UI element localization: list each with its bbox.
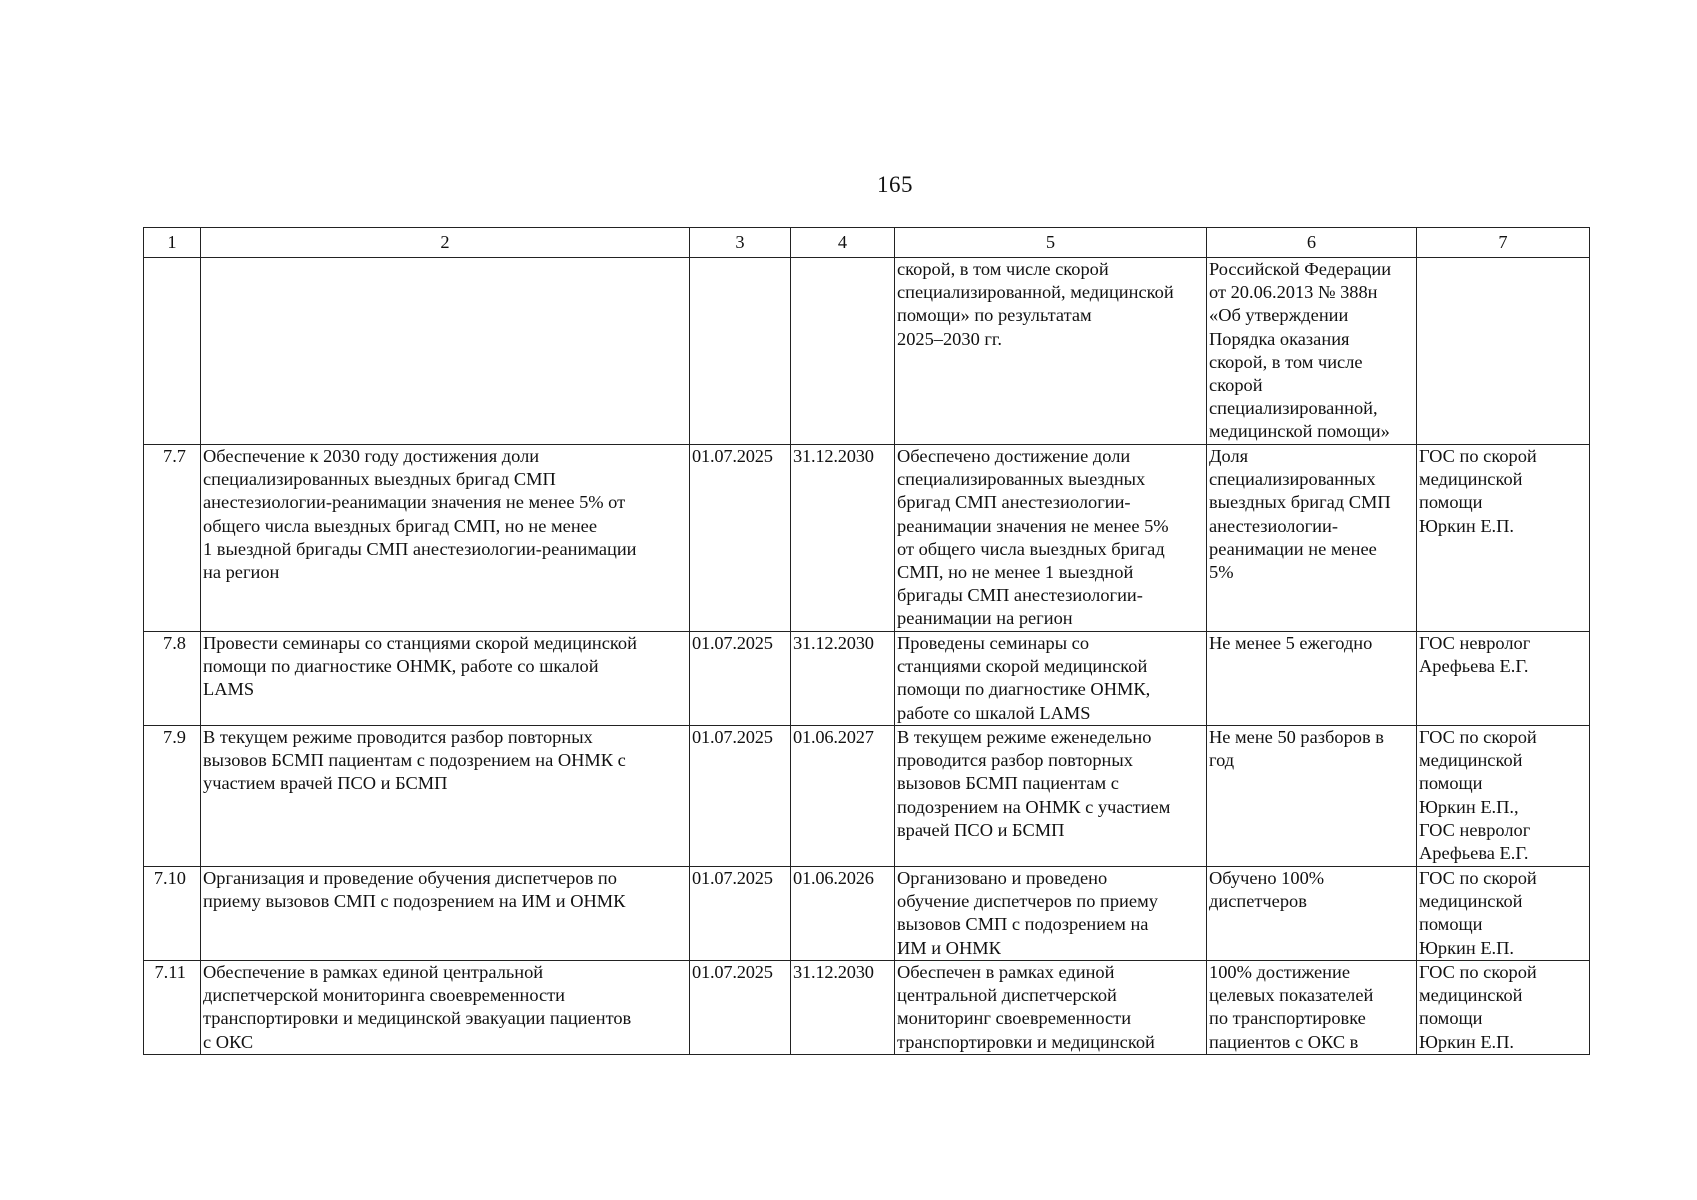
table-row [144,726,1590,867]
result-cell: Проведены семинары со станциями скорой медицинской помощи по диагностике ОНМК, работе со шкалой LAMS [895,632,1207,726]
indicator-cell: Не менее 5 ежегодно [1207,632,1417,726]
start-date-cell: 01.07.2025 [690,726,791,867]
page-number: 165 [877,172,913,197]
result-cell: Организовано и проведено обучение диспетчеров по приему вызовов СМП с подозрением на ИМ и ОНМК [895,867,1207,961]
indicator-cell: Доля специализированных выездных бригад СМП анестезиологии- реанимации не менее 5% [1207,445,1417,632]
row-number: 7.7 [144,445,201,632]
table-row [144,867,1590,961]
responsible-cell: ГОС по скорой медицинской помощи Юркин Е.П., ГОС невролог Арефьева Е.Г. [1417,726,1590,867]
end-date-cell: 01.06.2026 [791,867,895,961]
event-cell: Обеспечение в рамках единой центральной диспетчерской мониторинга своевременности транспортировки и медицинской эвакуации пациентов с ОКС [201,961,690,1055]
column-header-5: 5 [895,228,1207,258]
indicator-cell: 100% достижение целевых показателей по транспортировке пациентов с ОКС в [1207,961,1417,1055]
event-cell: Обеспечение к 2030 году достижения доли специализированных выездных бригад СМП анестезиологии-реанимации значения не менее 5% от общего числа выездных бригад СМП, но не менее 1 выездной бригады СМП анестезиологии-реанимации на регион [201,445,690,632]
table-row [144,961,1590,1055]
table-row [144,632,1590,726]
column-header-1: 1 [144,228,201,258]
row-number: 7.11 [144,961,201,1055]
event-cell [201,258,690,445]
table-row [144,258,1590,445]
column-header-2: 2 [201,228,690,258]
row-number: 7.8 [144,632,201,726]
event-cell: Провести семинары со станциями скорой медицинской помощи по диагностике ОНМК, работе со шкалой LAMS [201,632,690,726]
start-date-cell: 01.07.2025 [690,445,791,632]
indicator-cell: Российской Федерации от 20.06.2013 № 388н «Об утверждении Порядка оказания скорой, в том числе скорой специализированной, медицинской помощи» [1207,258,1417,445]
column-header-7: 7 [1417,228,1590,258]
responsible-cell: ГОС по скорой медицинской помощи Юркин Е.П. [1417,867,1590,961]
column-header-6: 6 [1207,228,1417,258]
responsible-cell: ГОС невролог Арефьева Е.Г. [1417,632,1590,726]
row-number: 7.10 [144,867,201,961]
end-date-cell: 31.12.2030 [791,632,895,726]
row-number: 7.9 [144,726,201,867]
indicator-cell: Обучено 100% диспетчеров [1207,867,1417,961]
start-date-cell: 01.07.2025 [690,867,791,961]
column-header-3: 3 [690,228,791,258]
responsible-cell [1417,258,1590,445]
event-cell: В текущем режиме проводится разбор повторных вызовов БСМП пациентам с подозрением на ОНМК с участием врачей ПСО и БСМП [201,726,690,867]
indicator-cell: Не мене 50 разборов в год [1207,726,1417,867]
start-date-cell: 01.07.2025 [690,961,791,1055]
event-cell: Организация и проведение обучения диспетчеров по приему вызовов СМП с подозрением на ИМ и ОНМК [201,867,690,961]
end-date-cell [791,258,895,445]
result-cell: В текущем режиме еженедельно проводится разбор повторных вызовов БСМП пациентам с подозрением на ОНМК с участием врачей ПСО и БСМП [895,726,1207,867]
end-date-cell: 31.12.2030 [791,961,895,1055]
result-cell: скорой, в том числе скорой специализированной, медицинской помощи» по результатам 2025–2030 гг. [895,258,1207,445]
result-cell: Обеспечен в рамках единой центральной диспетчерской мониторинг своевременности транспортировки и медицинской [895,961,1207,1055]
start-date-cell [690,258,791,445]
column-header-4: 4 [791,228,895,258]
end-date-cell: 31.12.2030 [791,445,895,632]
action-plan-table [143,227,1590,1055]
header-row [144,228,1590,258]
start-date-cell: 01.07.2025 [690,632,791,726]
end-date-cell: 01.06.2027 [791,726,895,867]
responsible-cell: ГОС по скорой медицинской помощи Юркин Е.П. [1417,445,1590,632]
table-row [144,445,1590,632]
result-cell: Обеспечено достижение доли специализированных выездных бригад СМП анестезиологии- реанимации значения не менее 5% от общего числа выездных бригад СМП, но не менее 1 выездной бригады СМП анестезиологии- реанимации на регион [895,445,1207,632]
row-number [144,258,201,445]
responsible-cell: ГОС по скорой медицинской помощи Юркин Е.П. [1417,961,1590,1055]
